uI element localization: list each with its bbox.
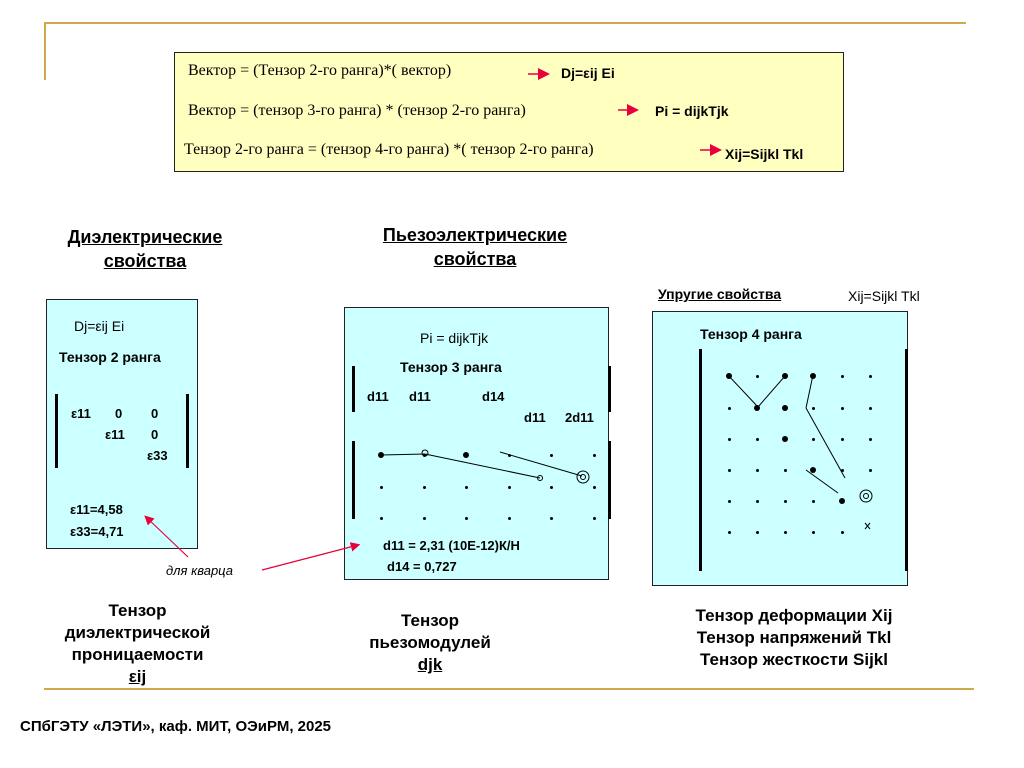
elastic-caption-line1: Тензор деформации Xij xyxy=(695,606,893,625)
piezo-link xyxy=(381,454,425,455)
elastic-cross-marker xyxy=(865,523,870,529)
elastic-caption-line3: Тензор жесткости Sijkl xyxy=(700,650,888,669)
dielectric-caption-line2: диэлектрической xyxy=(64,623,211,642)
elastic-link xyxy=(806,408,845,478)
formula-2-text: Вектор = (тензор 3-го ранга) * (тензор 2-го ранга) xyxy=(188,102,526,119)
formula-1-text: Вектор = (Тензор 2-го ранга)*( вектор) xyxy=(188,62,452,79)
formula-3-text: Тензор 2-го ранга = (тензор 4-го ранга) *( тензор 2-го ранга) xyxy=(184,141,594,158)
piezo-link xyxy=(425,454,540,478)
elastic-target-marker xyxy=(860,490,872,502)
matrix-cell: ε11 xyxy=(105,427,125,442)
piezo-cell: d11 xyxy=(524,410,546,425)
dielectric-caption-line3: проницаемости xyxy=(71,645,204,664)
piezo-heading-line2: свойства xyxy=(433,249,517,269)
matrix-cell: 0 xyxy=(151,427,159,442)
elastic-rank: Тензор 4 ранга xyxy=(700,326,802,342)
dielectric-formula: Dj=εij Ei xyxy=(74,318,125,334)
elastic-link xyxy=(758,376,785,407)
quartz-arrow-left xyxy=(146,517,188,557)
dielectric-caption-line1: Тензор xyxy=(108,601,167,620)
quartz-arrow-right xyxy=(262,545,358,570)
piezo-heading-line1: Пьезоэлектрические xyxy=(382,225,568,245)
matrix-cell: 0 xyxy=(151,406,159,421)
dielectric-value-1: ε11=4,58 xyxy=(70,502,123,517)
formula-2-result: Pi = dijkTjk xyxy=(655,103,729,119)
elastic-formula: Xij=Sijkl Tkl xyxy=(848,288,920,304)
elastic-caption-line2: Тензор напряжений Tkl xyxy=(696,628,892,647)
piezo-cell: d11 xyxy=(367,389,389,404)
piezo-value-2: d14 = 0,727 xyxy=(387,559,457,574)
piezo-target-marker xyxy=(581,475,586,480)
elastic-heading: Упругие свойства xyxy=(658,286,782,302)
formula-1-result: Dj=εij Ei xyxy=(561,65,615,81)
elastic-target-marker xyxy=(864,494,869,499)
piezo-caption-line3: djk xyxy=(417,655,443,674)
piezo-rank: Тензор 3 ранга xyxy=(400,359,502,375)
formula-3-result: Xij=Sijkl Tkl xyxy=(725,146,804,162)
dielectric-caption-line4: εij xyxy=(128,667,147,686)
matrix-cell: 0 xyxy=(115,406,123,421)
piezo-caption-line2: пьезомодулей xyxy=(369,633,491,652)
dielectric-value-2: ε33=4,71 xyxy=(70,524,124,539)
piezo-target-marker xyxy=(577,471,589,483)
matrix-cell: ε33 xyxy=(147,448,168,463)
dielectric-heading-line2: свойства xyxy=(103,251,187,271)
dielectric-heading-line1: Диэлектрические xyxy=(67,227,223,247)
piezo-cell: d14 xyxy=(482,389,505,404)
quartz-note: для кварца xyxy=(166,563,233,578)
piezo-caption-line1: Тензор xyxy=(400,611,460,630)
elastic-link xyxy=(806,375,813,408)
piezo-cell: d11 xyxy=(409,389,431,404)
elastic-link xyxy=(727,374,758,407)
footer-text: СПбГЭТУ «ЛЭТИ», каф. МИТ, ОЭиРМ, 2025 xyxy=(20,718,332,735)
piezo-open-marker xyxy=(422,450,428,456)
piezo-value-1: d11 = 2,31 (10E-12)К/Н xyxy=(383,538,520,553)
elastic-link xyxy=(806,470,838,493)
piezo-cell: 2d11 xyxy=(565,410,594,425)
piezo-formula: Pi = dijkTjk xyxy=(420,330,489,346)
dielectric-rank: Тензор 2 ранга xyxy=(59,349,161,365)
matrix-cell: ε11 xyxy=(71,406,91,421)
